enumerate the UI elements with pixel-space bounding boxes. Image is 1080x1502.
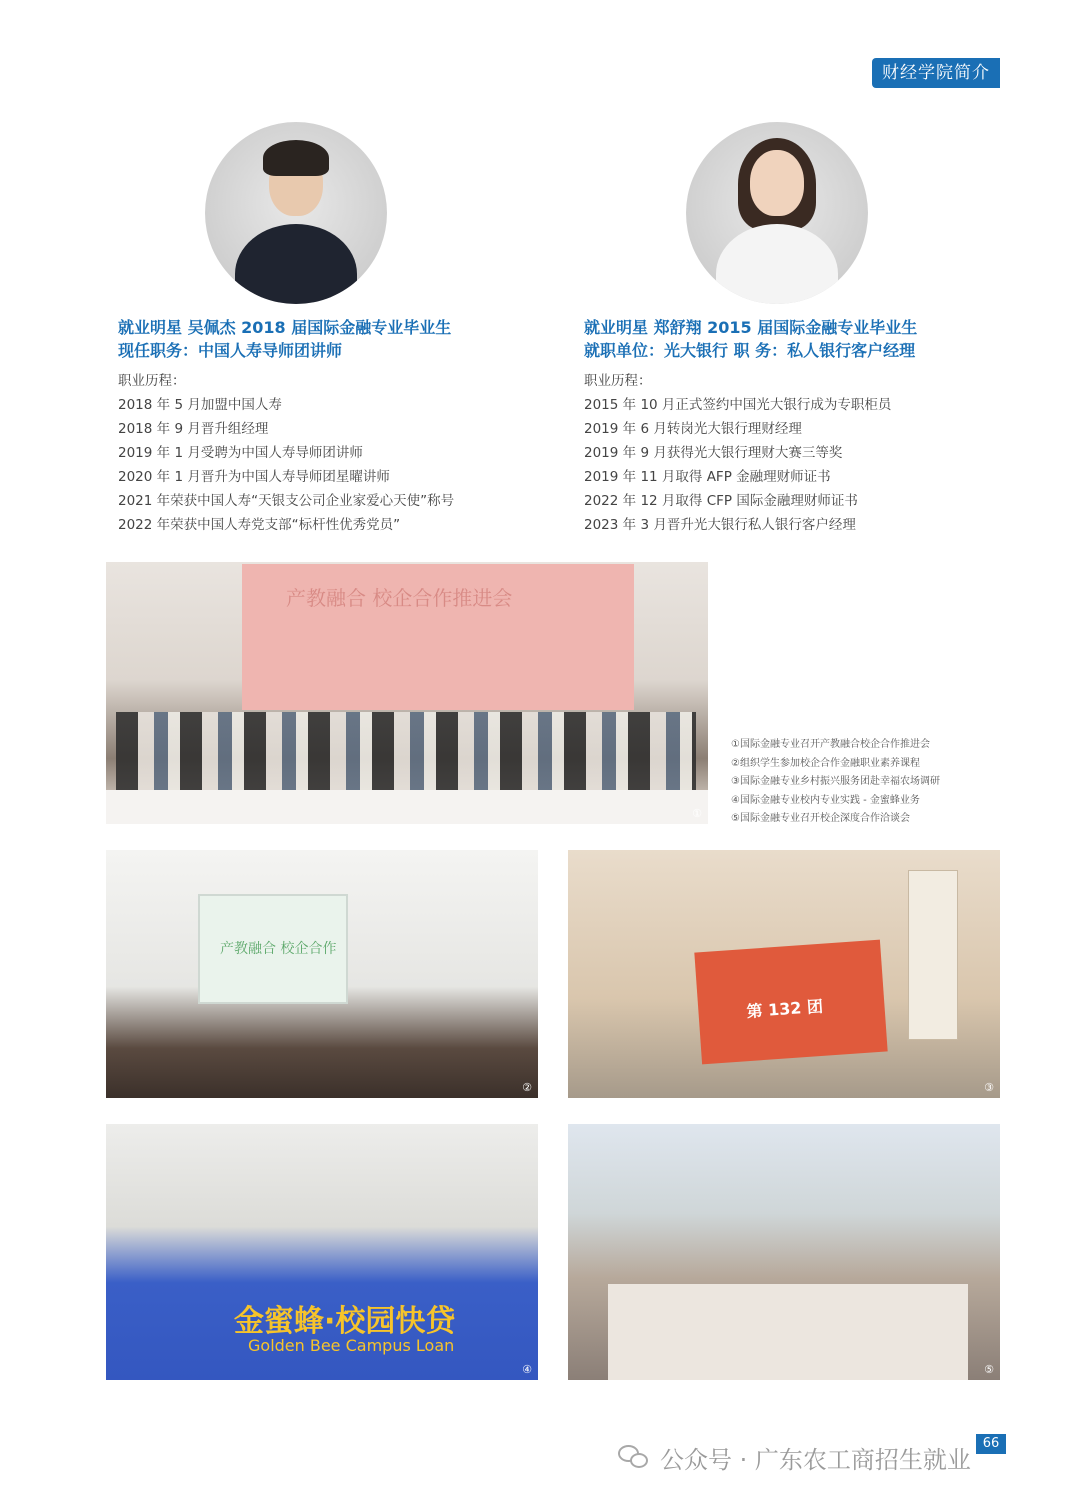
- group-people: [116, 712, 696, 792]
- photo-number: ⑤: [984, 1363, 994, 1376]
- caption-item: ⑤国际金融专业召开校企深度合作洽谈会: [731, 813, 910, 824]
- screen-text: 产教融合 校企合作: [220, 941, 337, 957]
- career-item: 2019 年 9 月获得光大银行理财大赛三等奖: [584, 445, 843, 461]
- star-2-position: 就职单位：光大银行 职 务：私人银行客户经理: [584, 341, 916, 360]
- caption-item: ③国际金融专业乡村振兴服务团赴幸福农场调研: [731, 776, 940, 787]
- star-2-heading: [584, 316, 917, 362]
- career-item: 2015 年 10 月正式签约中国光大银行成为专职柜员: [584, 397, 892, 413]
- farm-sign: [908, 870, 958, 1040]
- golden-bee-brand: 金蜜蜂·校园快贷: [234, 1304, 456, 1339]
- photo-farm-visit: [568, 850, 1000, 1098]
- photo-captions: [731, 736, 940, 829]
- avatar-wu-peijie: [205, 122, 387, 304]
- meeting-table: [608, 1284, 968, 1380]
- photo-cooperation-meeting: [568, 1124, 1000, 1380]
- career-item: 2019 年 11 月取得 AFP 金融理财师证书: [584, 469, 831, 485]
- section-tag: 财经学院简介: [872, 58, 1000, 88]
- star-1-heading: [118, 316, 451, 362]
- career-item: 2022 年荣获中国人寿党支部“标杆性优秀党员”: [118, 517, 401, 533]
- red-banner: [694, 940, 887, 1065]
- career-item: 2018 年 9 月晋升组经理: [118, 421, 269, 437]
- photo-group-meeting: [106, 562, 708, 824]
- banner-text: 第 132 团: [745, 996, 824, 1022]
- wechat-icon: [618, 1445, 650, 1471]
- caption-item: ②组织学生参加校企合作金融职业素养课程: [731, 757, 920, 769]
- career-title: 职业历程：: [118, 373, 186, 389]
- career-title: 职业历程：: [584, 373, 652, 389]
- career-item: 2020 年 1 月晋升为中国人寿导师团星曜讲师: [118, 469, 390, 485]
- star-2-career: [584, 369, 891, 537]
- star-2-title: 就业明星 郑舒翔 2015 届国际金融专业毕业生: [584, 318, 918, 337]
- photo-number: ③: [984, 1081, 994, 1094]
- caption-item: ④国际金融专业校内专业实践 - 金蜜蜂业务: [731, 794, 920, 806]
- career-item: 2019 年 1 月受聘为中国人寿导师团讲师: [118, 445, 363, 461]
- golden-bee-brand-en: Golden Bee Campus Loan: [248, 1336, 455, 1355]
- watermark-text: 公众号 · 广东农工商招生就业: [660, 1446, 971, 1474]
- avatar-zheng-shuxiang: [686, 122, 868, 304]
- screen-text: 产教融合 校企合作推进会: [286, 586, 513, 610]
- page-number: 66: [976, 1434, 1006, 1454]
- projection-screen: [198, 894, 348, 1004]
- photo-number: ④: [522, 1363, 532, 1376]
- career-item: 2023 年 3 月晋升光大银行私人银行客户经理: [584, 517, 856, 533]
- star-1-title: 就业明星 吴佩杰 2018 届国际金融专业毕业生: [118, 318, 452, 337]
- career-item: 2018 年 5 月加盟中国人寿: [118, 397, 282, 413]
- photo-golden-bee: [106, 1124, 538, 1380]
- photo-number: ①: [692, 807, 702, 820]
- career-item: 2021 年荣获中国人寿“天银支公司企业家爱心天使”称号: [118, 493, 455, 509]
- star-1-position: 现任职务：中国人寿导师团讲师: [118, 341, 343, 360]
- caption-item: ①国际金融专业召开产教融合校企合作推进会: [731, 739, 930, 750]
- star-1-career: [118, 369, 454, 537]
- career-item: 2019 年 6 月转岗光大银行理财经理: [584, 421, 802, 437]
- meeting-table: [106, 790, 708, 824]
- photo-classroom-course: [106, 850, 538, 1098]
- watermark: [618, 1440, 971, 1475]
- photo-number: ②: [522, 1081, 532, 1094]
- career-item: 2022 年 12 月取得 CFP 国际金融理财师证书: [584, 493, 858, 509]
